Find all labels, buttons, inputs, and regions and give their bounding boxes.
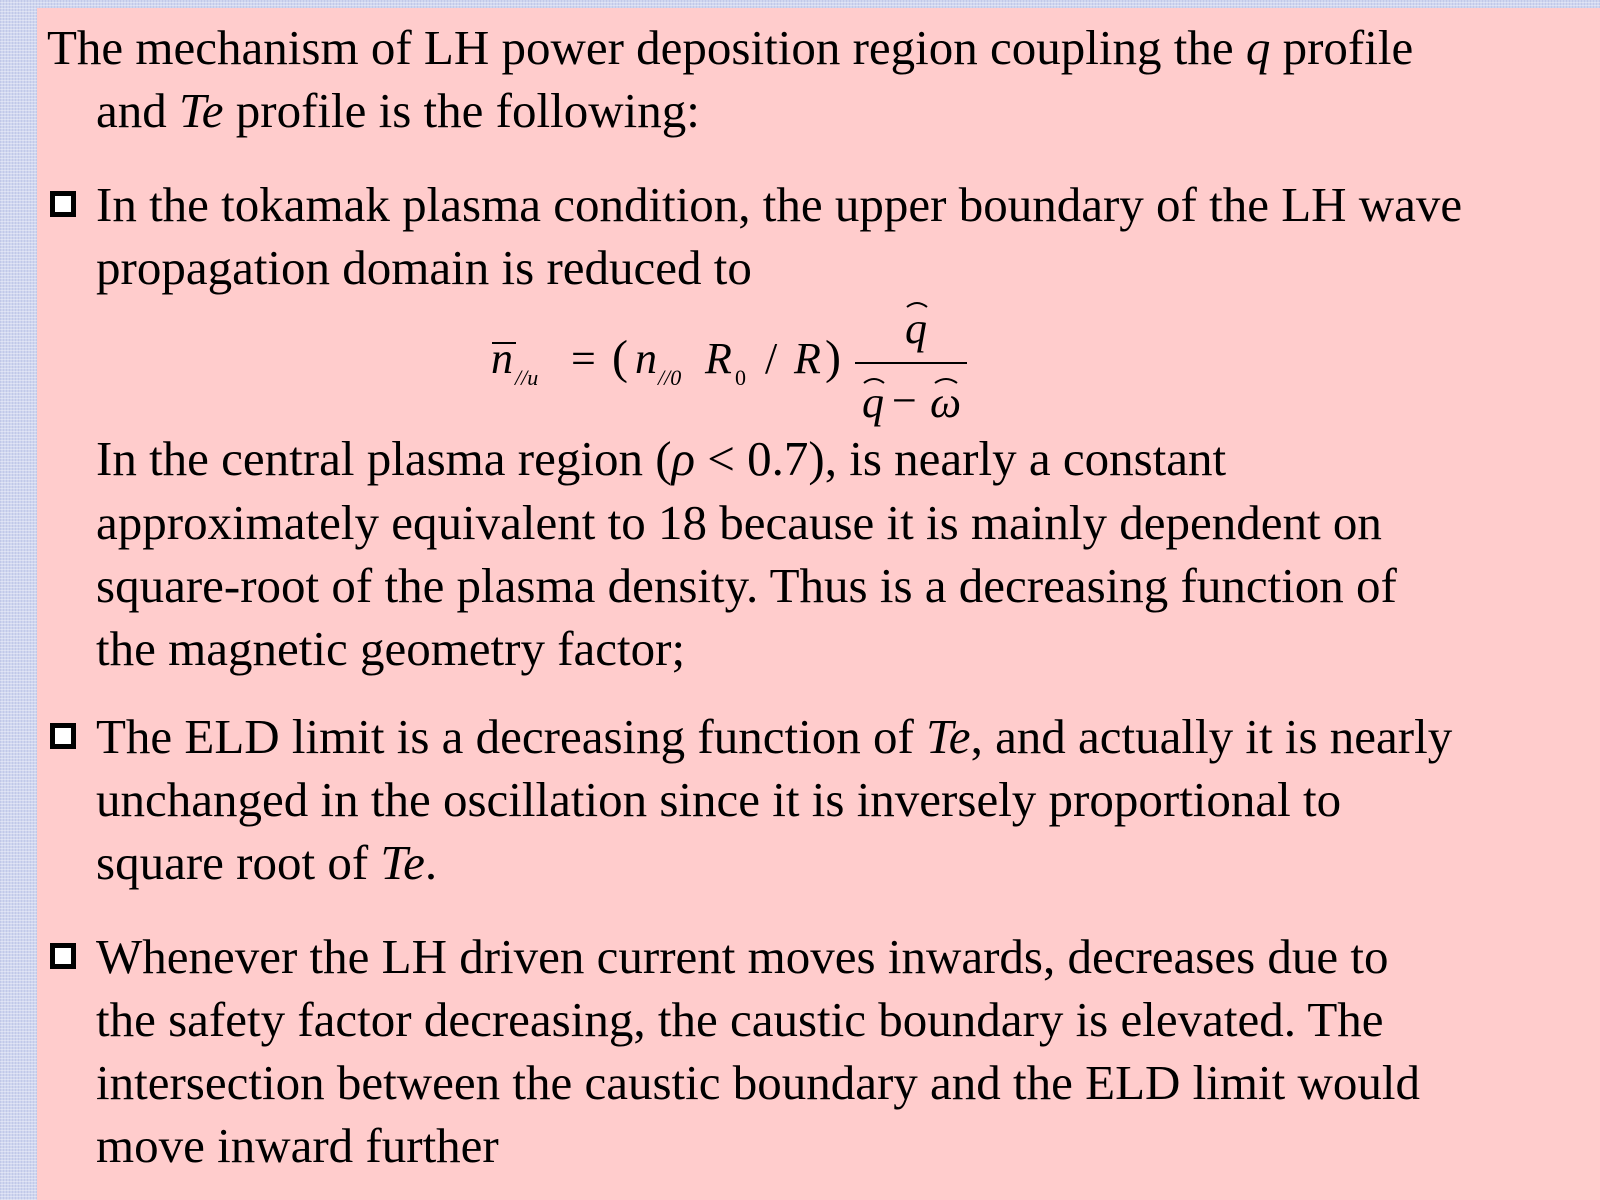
formula-sub-0: //0	[658, 365, 682, 390]
formula-open-paren: (	[612, 331, 628, 384]
bullet-2-line-1	[96, 705, 1452, 769]
q-variable: q	[1245, 20, 1271, 75]
formula-sub-u: //u	[515, 365, 539, 390]
intro-text: and	[96, 83, 179, 138]
bullet-1-line-2: propagation domain is reduced to	[96, 240, 752, 295]
formula-den-q: q	[862, 378, 884, 427]
bullet-2-line-3	[96, 831, 437, 895]
formula	[447, 295, 967, 430]
formula-n-lhs: n	[491, 334, 513, 383]
bullet-1-text: < 0.7), is nearly a constant	[695, 431, 1227, 486]
formula-num-q: q	[905, 304, 927, 353]
bullet-3-line-4: move inward further	[96, 1118, 499, 1173]
bullet-1-line-1: In the tokamak plasma condition, the upper boundary of the LH wave	[96, 177, 1463, 232]
formula-equals: =	[571, 334, 596, 383]
bullet-1-line-6: the magnetic geometry factor;	[96, 621, 686, 676]
intro-text: profile is the following:	[223, 83, 700, 138]
bullet-1-line-4: approximately equivalent to 18 because it is mainly dependent on	[96, 495, 1382, 550]
bullet-1-text: In the central plasma region (	[96, 431, 672, 486]
intro-text: The mechanism of LH power deposition region coupling the	[47, 20, 1246, 75]
formula-R: R	[794, 334, 821, 383]
slide-panel	[37, 8, 1600, 1200]
te-variable: Te	[179, 83, 224, 138]
bullet-1-line-5: square-root of the plasma density. Thus is a decreasing function of	[96, 558, 1397, 613]
formula-close-paren: )	[825, 331, 841, 384]
rho-symbol: ρ	[671, 431, 696, 486]
formula-R0-sub: 0	[735, 365, 746, 390]
bullet-2-text: square root of	[96, 835, 381, 890]
formula-minus: −	[892, 376, 917, 425]
bullet-2-text: , and actually it is nearly	[970, 709, 1453, 764]
intro-line-1	[47, 16, 1413, 80]
te-variable: Te	[380, 835, 425, 890]
bullet-box-icon	[50, 723, 76, 749]
bullet-2-text: The ELD limit is a decreasing function of	[96, 709, 927, 764]
bullet-3-line-2: the safety factor decreasing, the caustic boundary is elevated. The	[96, 992, 1384, 1047]
bullet-3-line-1: Whenever the LH driven current moves inwards, decreases due to	[96, 929, 1389, 984]
formula-R0: R	[705, 334, 732, 383]
intro-line-2	[96, 79, 700, 143]
formula-n0: n	[635, 334, 657, 383]
te-variable: Te	[926, 709, 971, 764]
formula-slash: /	[765, 334, 778, 383]
formula-omega: ω	[930, 378, 962, 427]
bullet-1-line-3	[96, 427, 1226, 491]
intro-text: profile	[1270, 20, 1414, 75]
bullet-2-line-2: unchanged in the oscillation since it is inversely proportional to	[96, 772, 1342, 827]
bullet-2-text: .	[424, 835, 438, 890]
bullet-box-icon	[50, 943, 76, 969]
bullet-box-icon	[50, 191, 76, 217]
bullet-3-line-3: intersection between the caustic boundary and the ELD limit would	[96, 1055, 1420, 1110]
